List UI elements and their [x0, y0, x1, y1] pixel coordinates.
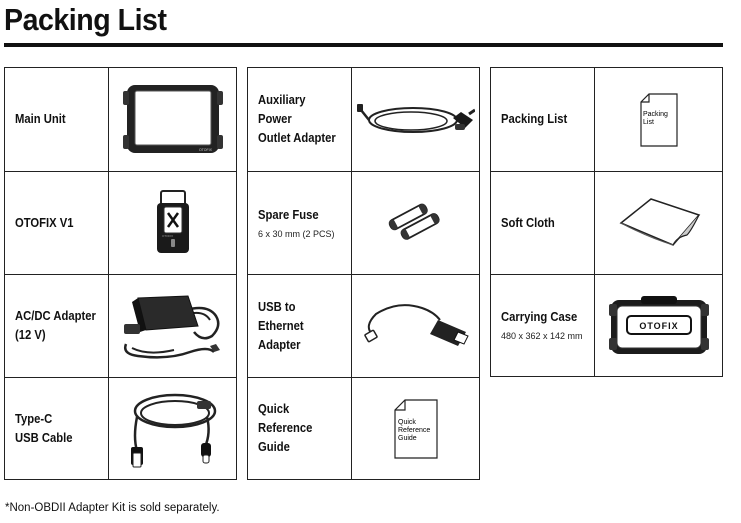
item-usb-cable: [5, 377, 236, 479]
item-image-cell: [109, 378, 236, 479]
item-label-cell: [5, 172, 109, 274]
item-image-cell: [109, 172, 236, 274]
tablet-icon: [121, 81, 225, 159]
item-label-cell: [248, 378, 352, 479]
item-label-cell: [5, 275, 109, 377]
item-name: Quick Reference Guide: [258, 402, 313, 454]
tablet-brand: OTOFIX: [198, 147, 212, 152]
case-icon: [607, 294, 711, 358]
guide-doc-line-2: Reference: [397, 426, 430, 434]
item-label-cell: [248, 275, 352, 377]
item-name: OTOFIX V1: [15, 215, 74, 230]
item-label-cell: [491, 172, 595, 274]
document-icon: [639, 92, 679, 148]
title-rule: [4, 43, 723, 47]
guide-doc-line-1: Quick: [397, 418, 416, 426]
item-main-unit: [5, 68, 236, 171]
packing-column-3: [490, 67, 723, 377]
item-label-cell: [5, 378, 109, 479]
item-image-cell: [109, 275, 236, 377]
ethernet-adapter-icon: [358, 296, 474, 356]
item-name: Type-C USB Cable: [15, 411, 73, 445]
item-image-cell: [352, 275, 479, 377]
item-image-cell: [595, 68, 722, 171]
item-label-cell: [248, 68, 352, 171]
item-image-cell: [595, 275, 722, 376]
vci-dongle-icon: [143, 187, 203, 259]
car-charger-icon: [357, 90, 475, 150]
vci-label: OTOFIX: [161, 234, 173, 238]
item-aux-power-adapter: [248, 68, 479, 171]
item-soft-cloth: [491, 171, 722, 274]
page-title: Packing List: [4, 2, 167, 37]
item-image-cell: [109, 68, 236, 171]
item-usb-ethernet-adapter: [248, 274, 479, 377]
usb-cable-icon: [123, 387, 223, 471]
item-label-cell: [248, 172, 352, 274]
document-icon: [393, 398, 439, 460]
item-otofix-v1: [5, 171, 236, 274]
item-name: USB to Ethernet Adapter: [258, 299, 304, 352]
item-name: AC/DC Adapter (12 V): [15, 309, 96, 342]
fuse-icon: [386, 201, 446, 245]
item-quick-reference-guide: [248, 377, 479, 479]
item-image-cell: [352, 68, 479, 171]
item-label-cell: [491, 275, 595, 376]
item-ac-dc-adapter: [5, 274, 236, 377]
item-name: Auxiliary Power Outlet Adapter: [258, 93, 336, 145]
packing-doc-line-1: Packing: [642, 110, 668, 118]
packing-column-2: [247, 67, 480, 480]
guide-doc-line-3: Guide: [397, 434, 417, 442]
item-carrying-case: [491, 274, 722, 376]
item-name: Soft Cloth: [501, 215, 555, 230]
item-name: Main Unit: [15, 112, 66, 126]
item-spec: 6 x 30 mm (2 PCS): [258, 228, 335, 239]
item-label-cell: [5, 68, 109, 171]
item-label-cell: [491, 68, 595, 171]
item-name: Carrying Case: [501, 310, 578, 324]
item-image-cell: [352, 378, 479, 479]
footnote: *Non-OBDII Adapter Kit is sold separately.: [5, 502, 220, 514]
case-brand: OTOFIX: [638, 320, 679, 331]
cloth-icon: [617, 197, 701, 249]
item-image-cell: [352, 172, 479, 274]
item-image-cell: [595, 172, 722, 274]
item-spec: 480 x 362 x 142 mm: [501, 331, 583, 341]
item-name: Packing List: [501, 112, 568, 126]
item-spare-fuse: [248, 171, 479, 274]
item-packing-list: [491, 68, 722, 171]
power-adapter-icon: [118, 286, 228, 366]
packing-column-1: [4, 67, 237, 480]
item-name: Spare Fuse: [258, 207, 319, 222]
packing-doc-line-2: List: [642, 118, 654, 126]
